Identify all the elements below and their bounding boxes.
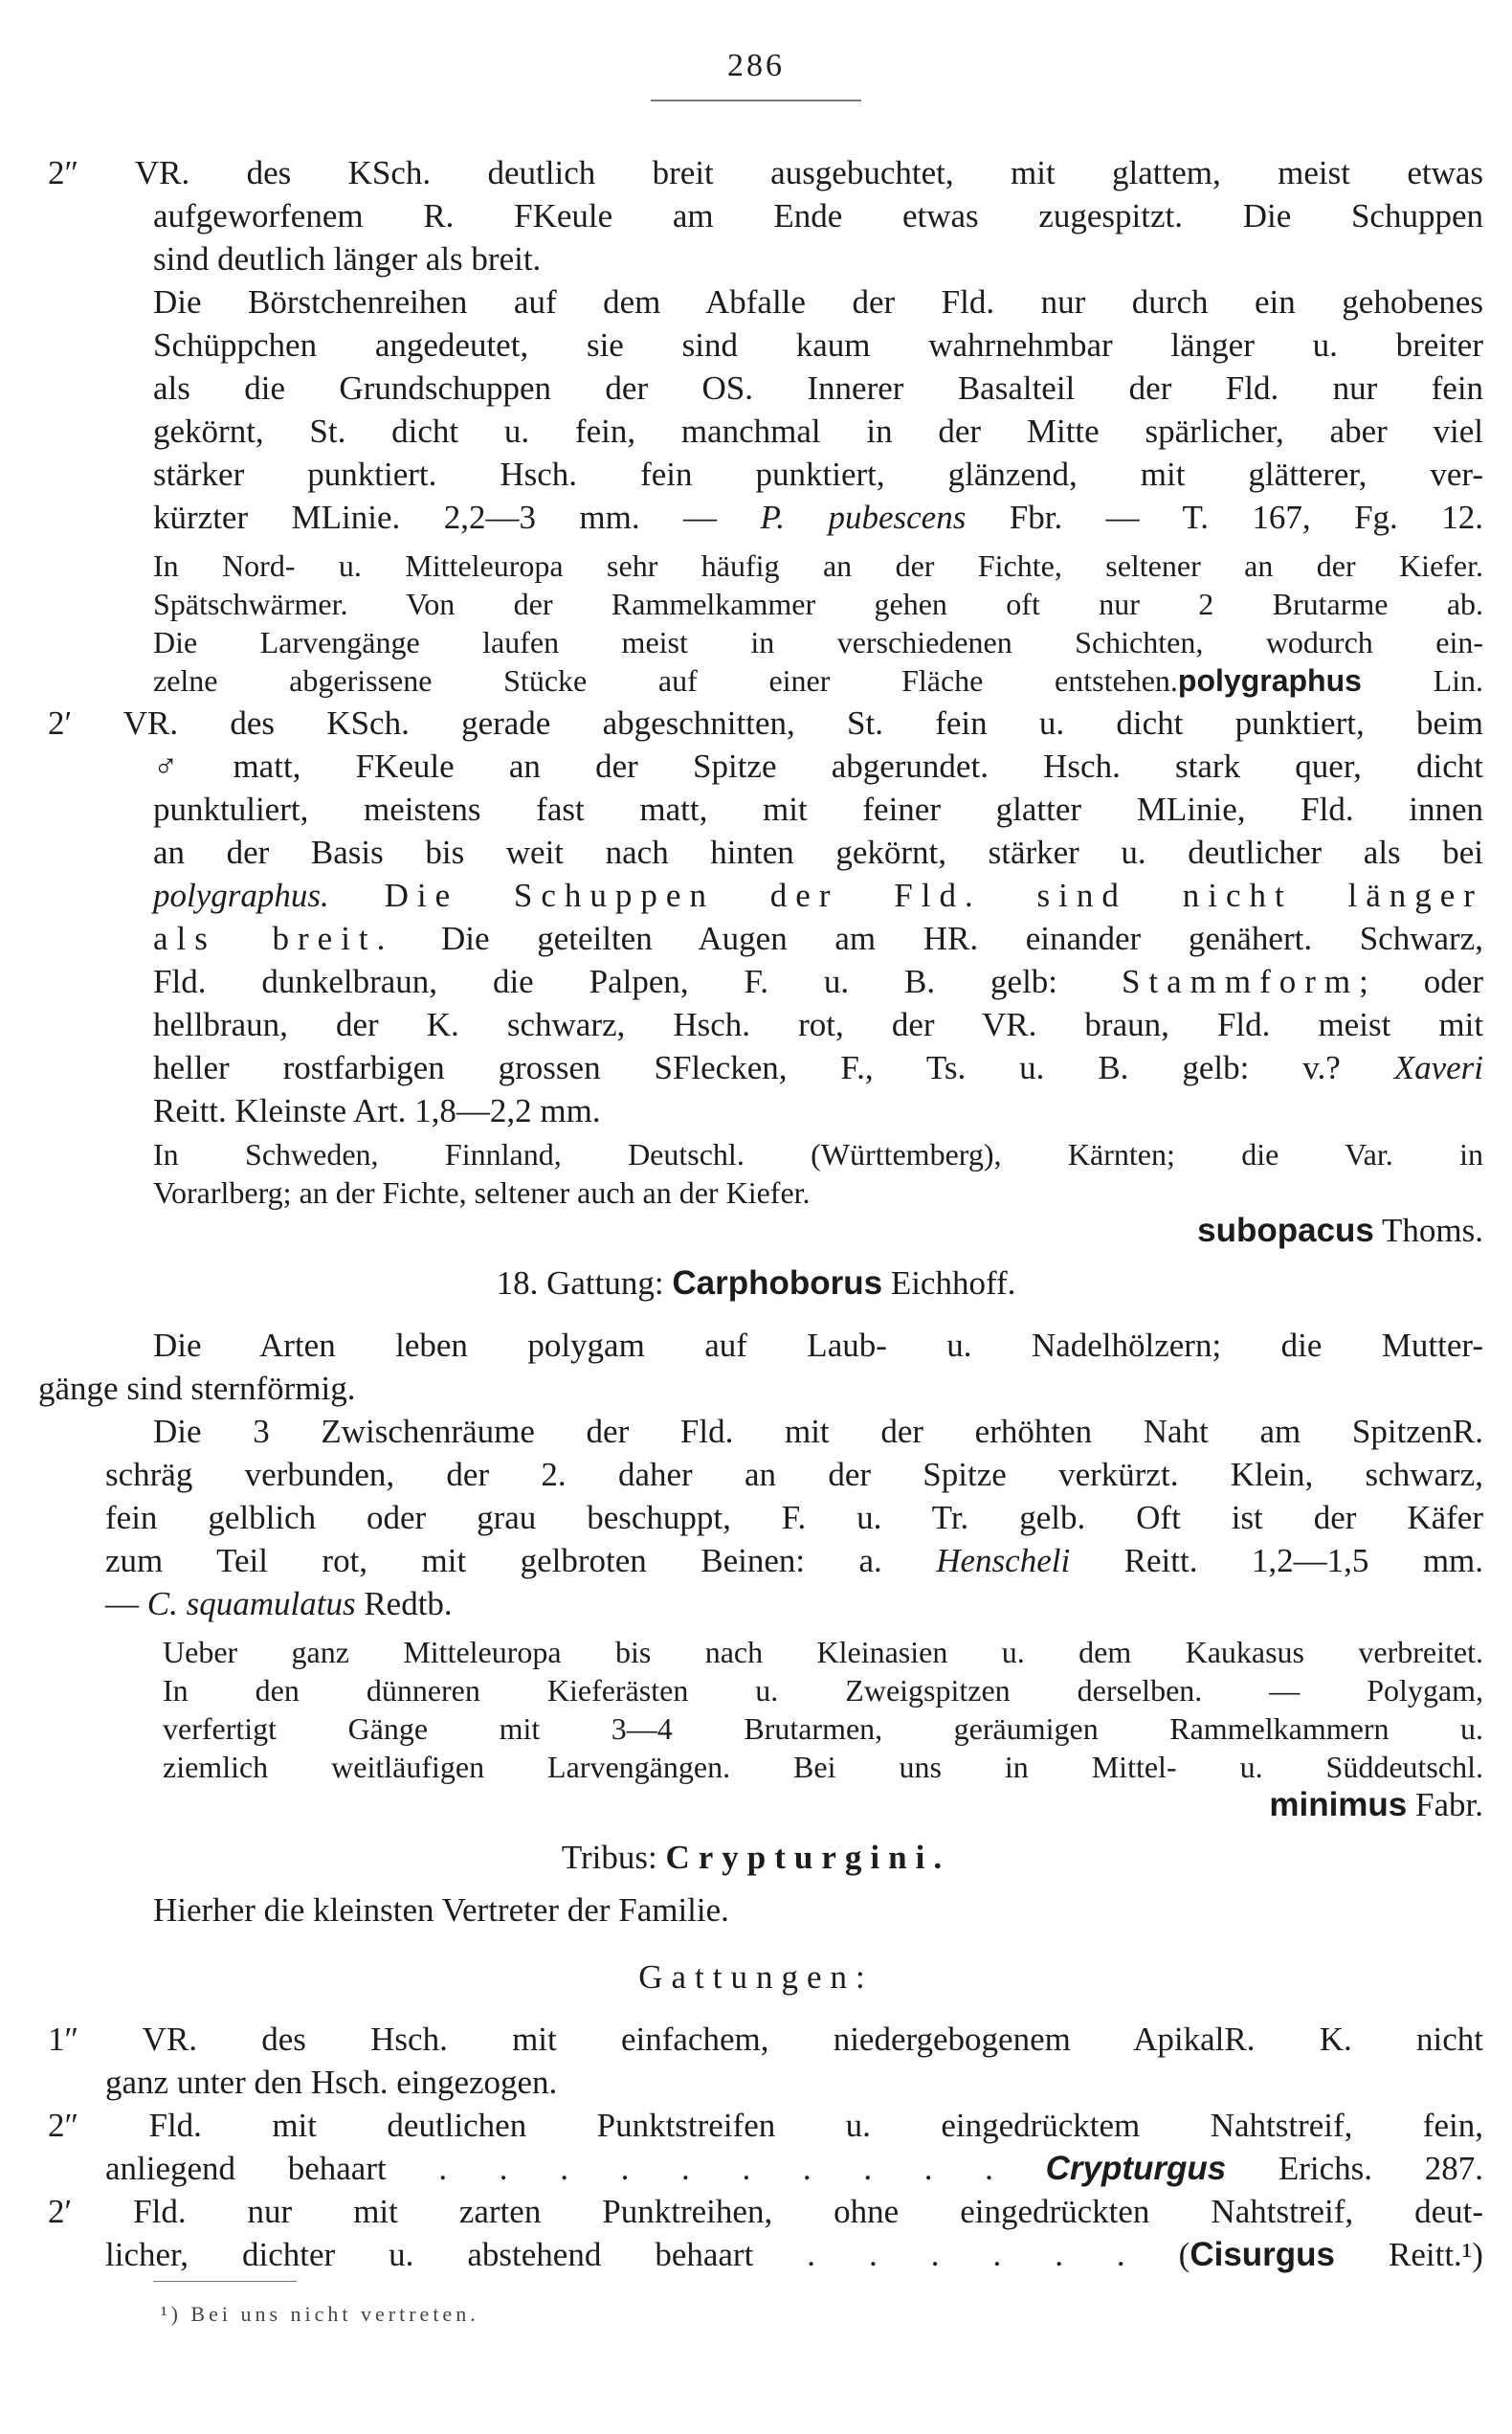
text-line xyxy=(38,1369,355,1409)
line-text: Ueber ganz Mitteleuropa bis nach Kleinasien u. dem Kaukasus verbreitet. xyxy=(163,1635,1483,1669)
line-text: Spätschwärmer. Von der Rammelkammer gehen oft nur 2 Brutarme ab. xyxy=(153,587,1484,621)
text-line xyxy=(105,2235,1483,2275)
text-line xyxy=(153,325,1483,366)
line-text: ganz unter den Hsch. eingezogen. xyxy=(105,2064,558,2101)
text-line xyxy=(105,2149,1483,2189)
text-line xyxy=(0,1957,1512,1998)
italic-term: Henscheli xyxy=(936,1542,1071,1579)
spaced-text: Stammform xyxy=(1057,963,1360,1000)
text-line xyxy=(153,1091,601,1131)
text-line xyxy=(153,747,1483,787)
line-text: an der Basis bis weit nach hinten gekörnt, stärker u. deutlicher als bei xyxy=(153,834,1484,871)
text-line xyxy=(105,1498,1483,1538)
line-text: Die Börstchenreihen auf dem Abfalle der Fld. nur durch ein gehobenes xyxy=(153,283,1484,321)
italic-term: polygraphus. xyxy=(153,877,329,914)
text-line xyxy=(153,660,1483,701)
line-text: In Schweden, Finnland, Deutschl. (Württemberg), Kärnten; die Var. in xyxy=(153,1137,1484,1172)
line-text: ziemlich weitläufigen Larvengängen. Bei uns in Mittel- u. Süddeutschl. xyxy=(163,1750,1483,1784)
tribus-name: Crypturgini. xyxy=(665,1839,951,1876)
line-text: zum Teil rot, mit gelbroten Beinen: a. xyxy=(105,1542,937,1579)
line-text: Tribus: xyxy=(561,1839,666,1876)
text-line xyxy=(153,412,1483,452)
line-text: zelne abgerissene Stücke auf einer Fläche entstehen. xyxy=(153,663,1178,698)
line-text: Fbr. — T. 167, Fg. 12. xyxy=(966,499,1483,536)
line-text: stärker punktiert. Hsch. fein punktiert, glänzend, mit glätterer, ver- xyxy=(153,456,1484,493)
line-text: Die geteilten Augen am HR. einander genähert. Schwarz, xyxy=(393,920,1483,957)
line-text: Eichhoff. xyxy=(882,1264,1016,1302)
footnote-rule xyxy=(153,2281,297,2282)
text-line xyxy=(48,2020,1483,2060)
line-text: Erichs. 287. xyxy=(1226,2150,1483,2187)
text-line xyxy=(48,153,1483,193)
text-line xyxy=(153,368,1483,409)
line-text: hellbraun, der K. schwarz, Hsch. rot, der VR. braun, Fld. meist mit xyxy=(153,1006,1484,1043)
line-text: 18. Gattung: xyxy=(496,1264,673,1302)
text-line xyxy=(48,2106,1483,2146)
italic-term: P. pubescens xyxy=(760,499,967,536)
line-text: gänge sind sternförmig. xyxy=(38,1370,356,1407)
text-line xyxy=(153,876,1483,916)
text-line xyxy=(957,1211,1483,1251)
line-text: Vorarlberg; an der Fichte, seltener auch an der Kiefer. xyxy=(153,1175,811,1210)
text-line xyxy=(105,1584,453,1624)
line-text: In Nord- u. Mitteleuropa sehr häufig an der Fichte, seltener an der Kiefer. xyxy=(153,548,1484,583)
text-line xyxy=(153,498,1483,538)
text-line xyxy=(153,239,541,279)
text-line xyxy=(153,584,1483,624)
line-text: als die Grundschuppen der OS. Innerer Basalteil der Fld. nur fein xyxy=(153,369,1484,407)
line-text: Schüppchen angedeutet, sie sind kaum wahrnehmbar länger u. breiter xyxy=(153,326,1483,364)
author-name: Fabr. xyxy=(1407,1786,1483,1823)
line-text: Fld. dunkelbraun, die Palpen, F. u. B. gelb: xyxy=(153,963,1058,1000)
footnote: ¹) Bei uns nicht vertreten. xyxy=(161,2302,479,2326)
line-text: fein gelblich oder grau beschuppt, F. u. Tr. gelb. Oft ist der Käfer xyxy=(105,1499,1483,1536)
line-text: Reitt. Kleinste Art. 1,8—2,2 mm. xyxy=(153,1092,601,1129)
species-name: minimus xyxy=(1269,1786,1408,1823)
text-line xyxy=(153,1890,729,1931)
line-text: gekörnt, St. dicht u. fein, manchmal in der Mitte spärlicher, aber viel xyxy=(153,413,1484,450)
line-text: sind deutlich länger als breit. xyxy=(153,240,542,278)
text-line xyxy=(105,1541,1483,1581)
text-line xyxy=(153,282,1483,323)
text-line xyxy=(163,1670,1483,1710)
text-line xyxy=(153,1134,1483,1174)
text-line xyxy=(163,1747,1483,1787)
text-line xyxy=(957,1785,1483,1825)
species-name: subopacus xyxy=(1197,1212,1374,1249)
text-line xyxy=(153,962,1483,1002)
text-line xyxy=(0,1263,1512,1304)
line-text: ♂ matt, FKeule an der Spitze abgerundet. Hsch. stark quer, dicht xyxy=(153,748,1484,785)
genus-name: Crypturgus xyxy=(1045,2150,1227,2187)
line-text: anliegend behaart . . . . . . . . . . xyxy=(105,2150,1046,2187)
line-text: ; oder xyxy=(1359,963,1483,1000)
line-text: kürzter MLinie. 2,2—3 mm. — xyxy=(153,499,761,536)
author-name: Lin. xyxy=(1361,663,1484,698)
text-line xyxy=(153,1412,1483,1452)
text-line xyxy=(153,622,1483,662)
text-line xyxy=(48,2192,1483,2232)
text-line xyxy=(105,1455,1483,1495)
line-text: Die Larvengänge laufen meist in verschiedenen Schichten, wodurch ein- xyxy=(153,625,1483,659)
author-name: Thoms. xyxy=(1373,1212,1483,1249)
line-text: 2′ Fld. nur mit zarten Punktreihen, ohne eingedrückten Nahtstreif, deut- xyxy=(48,2193,1484,2230)
line-text: 2″ VR. des KSch. deutlich breit ausgebuchtet, mit glattem, meist etwas xyxy=(48,154,1484,191)
text-line xyxy=(48,703,1483,744)
text-line xyxy=(153,1048,1483,1088)
line-text: aufgeworfenem R. FKeule am Ende etwas zugespitzt. Die Schuppen xyxy=(153,197,1483,234)
line-text: 1″ VR. des Hsch. mit einfachem, niedergebogenem ApikalR. K. nicht xyxy=(48,2021,1483,2058)
line-text: heller rostfarbigen grossen SFlecken, F., Ts. u. B. gelb: v.? xyxy=(153,1049,1394,1086)
line-text: 2″ Fld. mit deutlichen Punktstreifen u. eingedrücktem Nahtstreif, fein, xyxy=(48,2107,1483,2144)
species-name: Cisurgus xyxy=(1190,2236,1336,2273)
text-line xyxy=(153,833,1483,873)
text-line xyxy=(0,1838,1512,1878)
header-rule xyxy=(651,100,861,101)
genus-name: Carphoborus xyxy=(672,1264,883,1302)
text-line xyxy=(163,1632,1483,1672)
line-text: Reitt. 1,2—1,5 mm. xyxy=(1070,1542,1484,1579)
line-text: punktuliert, meistens fast matt, mit feiner glatter MLinie, Fld. innen xyxy=(153,791,1484,828)
text-line xyxy=(153,1326,1483,1366)
line-text: Hierher die kleinsten Vertreter der Familie. xyxy=(153,1891,729,1929)
italic-term: Xaveri xyxy=(1393,1049,1483,1086)
text-line xyxy=(153,1172,811,1213)
line-text: verfertigt Gänge mit 3—4 Brutarmen, geräumigen Rammelkammern u. xyxy=(163,1711,1484,1746)
italic-term: C. squamulatus xyxy=(146,1585,356,1622)
page-number: 286 xyxy=(727,48,785,83)
line-text: Reitt.¹) xyxy=(1335,2236,1483,2273)
line-text: Redtb. xyxy=(355,1585,453,1622)
line-text: — xyxy=(105,1585,147,1622)
text-line xyxy=(153,546,1483,586)
line-text: Die Arten leben polygam auf Laub- u. Nadelhölzern; die Mutter- xyxy=(153,1327,1483,1364)
line-text: schräg verbunden, der 2. daher an der Spitze verkürzt. Klein, schwarz, xyxy=(105,1456,1483,1493)
text-line xyxy=(153,790,1483,830)
spaced-text: als breit. xyxy=(153,920,394,957)
species-name: polygraphus xyxy=(1177,663,1362,698)
text-line xyxy=(153,196,1483,236)
spaced-text: Gattungen: xyxy=(638,1958,874,1996)
text-line xyxy=(105,2063,557,2103)
text-line xyxy=(153,1005,1483,1045)
line-text: licher, dichter u. abstehend behaart . . . . . . ( xyxy=(105,2236,1190,2273)
line-text: 2′ VR. des KSch. gerade abgeschnitten, St. fein u. dicht punktiert, beim xyxy=(48,704,1483,742)
text-line xyxy=(153,919,1483,959)
spaced-text: Die Schuppen der Fld. sind nicht länger xyxy=(328,877,1483,914)
text-line xyxy=(163,1708,1483,1749)
text-line xyxy=(153,455,1483,495)
line-text: In den dünneren Kieferästen u. Zweigspitzen derselben. — Polygam, xyxy=(163,1673,1484,1708)
line-text: Die 3 Zwischenräume der Fld. mit der erhöhten Naht am SpitzenR. xyxy=(153,1413,1483,1450)
